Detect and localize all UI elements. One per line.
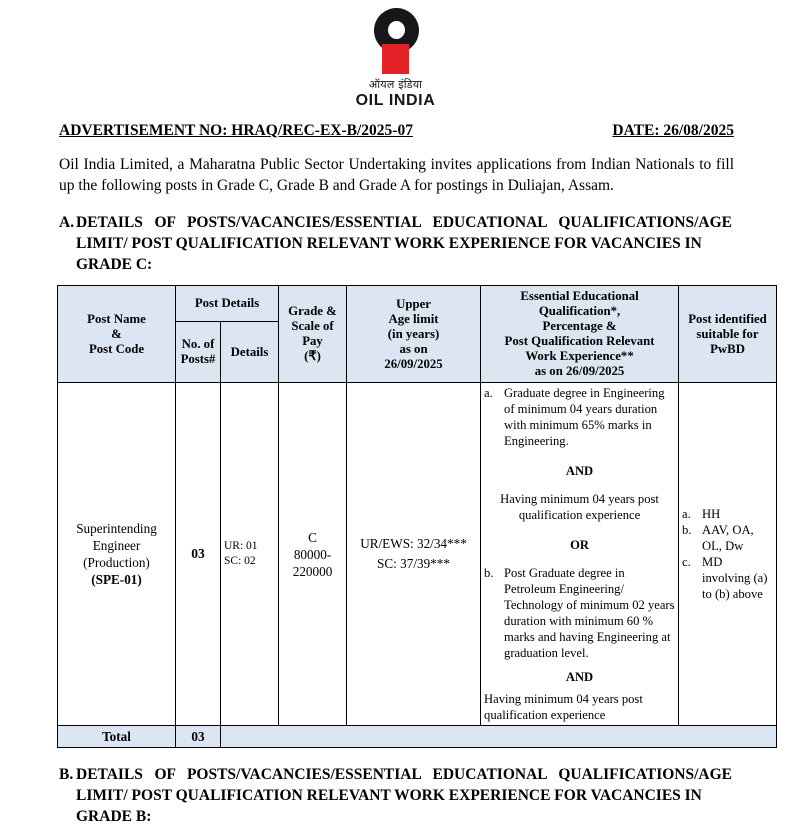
pwbd-item [682, 506, 773, 522]
intro-paragraph: Oil India Limited, a Maharatna Public Sector Undertaking invites applications from Indian Nationals to fill up the following posts in Grade C, Grade B and Grade A for postings in Duliajan, Assam. [59, 156, 734, 194]
th-qual-l6: as on 26/09/2025 [534, 364, 625, 378]
th-age-l4: as on [399, 341, 428, 356]
age-sc: SC: 37/39*** [377, 556, 450, 571]
section-a-letter: A. [59, 214, 75, 231]
qualification-a-marker: a. [484, 386, 493, 400]
scale-min: 80000- [293, 546, 332, 562]
section-a-heading [15, 212, 776, 275]
post-name-l3: (Production) [83, 555, 150, 570]
pwbd-marker-a: a. [682, 507, 691, 521]
section-b-letter: B. [59, 766, 74, 783]
qualification-item-b [484, 565, 675, 661]
qualification-separator-or: OR [570, 538, 589, 552]
advertisement-number: ADVERTISEMENT NO: HRAQ/REC-EX-B/2025-07 [59, 122, 413, 139]
th-post-identified-pwbd [679, 286, 777, 383]
cell-essential-qualification [481, 383, 679, 726]
th-age-l1: Upper [396, 296, 431, 311]
pwbd-marker-b: b. [682, 523, 692, 537]
section-b-title-lastline: GRADE B: [76, 808, 152, 825]
section-b-title-main: DETAILS OF POSTS/VACANCIES/ESSENTIAL EDUCATIONAL QUALIFICATIONS/AGE LIMIT/ POST QUALIFICATION RELEVANT WORK EXPERIENCE FOR VACANCIES IN [76, 766, 732, 804]
qualification-experience-1: Having minimum 04 years post qualification experience [500, 492, 659, 522]
th-grade-l2: Scale of [291, 319, 334, 333]
th-post-name-l2: & [111, 326, 122, 341]
post-name-l2: Engineer [92, 538, 141, 553]
th-grade-scale-of-pay [279, 286, 347, 383]
section-a-title [76, 212, 732, 275]
th-qual-l5: Work Experience** [525, 349, 634, 363]
post-code: (SPE-01) [91, 572, 142, 587]
details-sc: SC: 02 [224, 555, 256, 567]
pwbd-text-a: HH [702, 507, 721, 521]
th-no-of-posts [176, 322, 221, 383]
vacancy-table-body [58, 383, 777, 748]
table-total-row [58, 726, 777, 748]
th-qual-l4: Post Qualification Relevant [504, 334, 655, 348]
total-no-of-posts: 03 [176, 726, 221, 748]
th-pwbd-l1: Post identified [688, 311, 767, 326]
th-grade-l4: (₹) [304, 349, 321, 363]
post-name-l1: Superintending [76, 521, 157, 536]
th-qual-l3: Percentage & [542, 319, 617, 333]
qualification-a-text: Graduate degree in Engineering of minimum 04 years duration with minimum 65% marks in Engineering. [504, 386, 665, 448]
vacancy-table-wrapper [15, 285, 776, 748]
th-details: Details [221, 322, 279, 383]
vacancy-table-header [58, 286, 777, 383]
cell-no-of-posts: 03 [176, 383, 221, 726]
scale-max: 220000 [292, 563, 333, 579]
qualification-separator-and-1: AND [565, 464, 594, 478]
oil-india-logo [15, 0, 776, 110]
cell-grade-scale [279, 383, 347, 726]
section-a-title-lastline: GRADE C: [76, 256, 153, 273]
th-upper-age-limit [347, 286, 481, 383]
th-grade-l3: Pay [302, 334, 323, 348]
advertisement-date: DATE: 26/08/2025 [612, 122, 734, 139]
th-post-details-group: Post Details [176, 286, 279, 322]
pwbd-item [682, 554, 773, 602]
table-row [58, 383, 777, 726]
vacancy-table-grade-c [57, 285, 777, 748]
cell-post-name [58, 383, 176, 726]
logo-red-bar-shape [382, 44, 409, 74]
qualification-item-a [484, 385, 675, 449]
section-b-title [76, 764, 732, 827]
section-a-title-main: DETAILS OF POSTS/VACANCIES/ESSENTIAL EDUCATIONAL QUALIFICATIONS/AGE LIMIT/ POST QUALIFICATION RELEVANT WORK EXPERIENCE FOR VACANCIES IN [76, 214, 732, 252]
cell-pwbd-list [679, 383, 777, 726]
th-no-of-posts-l2: Posts# [180, 352, 216, 367]
pwbd-marker-c: c. [682, 555, 691, 569]
table-header-row-1 [58, 286, 777, 322]
details-ur: UR: 01 [224, 540, 258, 552]
logo-hindi-text: ऑयल इंडिया [368, 78, 423, 91]
th-pwbd-l2: suitable for [696, 326, 759, 341]
th-age-l5: 26/09/2025 [384, 356, 443, 371]
th-no-of-posts-l1: No. of [181, 337, 215, 352]
logo-mark-icon [363, 8, 429, 76]
cell-details [221, 383, 279, 726]
qualification-separator-and-2: AND [565, 670, 594, 684]
qualification-b-marker: b. [484, 566, 494, 580]
total-blank-cell [221, 726, 777, 748]
total-label: Total [58, 726, 176, 748]
age-ur-ews: UR/EWS: 32/34*** [360, 536, 467, 551]
logo-english-text: OIL INDIA [355, 92, 436, 109]
pwbd-text-c: MD involving (a) to (b) above [702, 555, 768, 601]
grade-letter: C [308, 529, 317, 545]
th-post-name-l1: Post Name [87, 311, 146, 326]
qualification-b-text: Post Graduate degree in Petroleum Engineering/ Technology of minimum 02 years duration with minimum 60 % marks and having Engineering at graduation level. [504, 566, 675, 660]
qualification-experience-2: Having minimum 04 years post qualification experience [484, 692, 643, 722]
th-essential-qualification [481, 286, 679, 383]
pwbd-text-b: AAV, OA, OL, Dw [702, 523, 754, 553]
th-qual-l1: Essential Educational [520, 289, 639, 303]
th-age-l3: (in years) [387, 326, 440, 341]
th-post-name-l3: Post Code [88, 341, 145, 356]
advertisement-header-row [15, 122, 776, 140]
section-b-heading [15, 764, 776, 827]
th-grade-l1: Grade & [288, 304, 337, 318]
th-qual-l2: Qualification*, [538, 304, 621, 318]
th-age-l2: Age limit [388, 311, 439, 326]
cell-upper-age-limit [347, 383, 481, 726]
pwbd-item [682, 522, 773, 554]
th-pwbd-l3: PwBD [710, 341, 745, 356]
th-post-name [58, 286, 176, 383]
